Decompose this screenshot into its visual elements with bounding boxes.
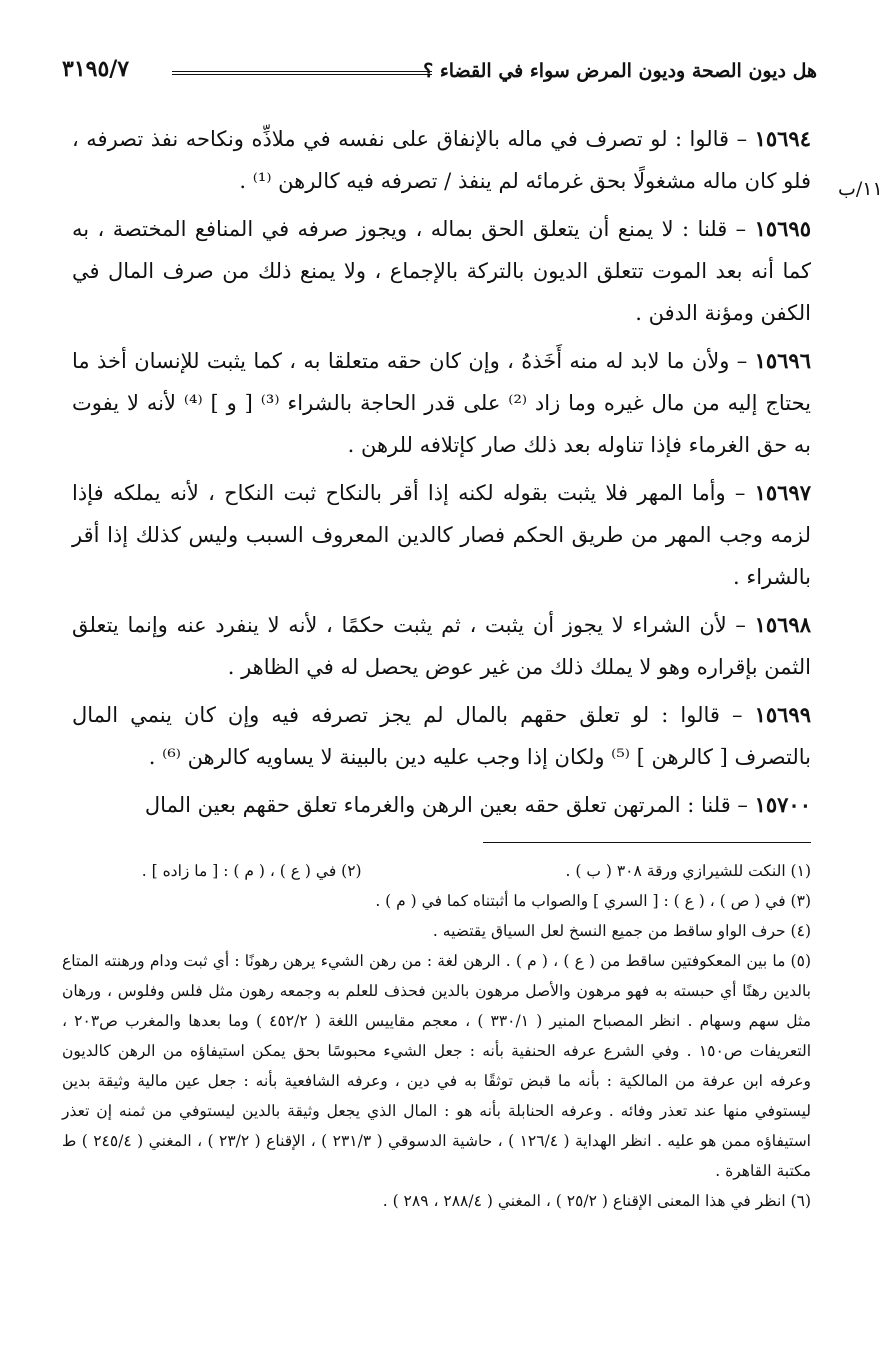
paragraph-text: – قلنا : المرتهن تعلق حقه بعين الرهن والغرماء تعلق حقهم بعين المال xyxy=(144,793,755,817)
main-text xyxy=(72,118,811,832)
paragraph-text: – قلنا : لا يمنع أن يتعلق الحق بماله ، ويجوز صرفه في المنافع المختصة ، به كما أنه بعد الموت تتعلق الديون بالتركة بالإجماع ، ولا يمنع ذلك من صرف المال في الكفن ومؤنة الدفن . xyxy=(72,217,811,325)
paragraph-number: ١٥٦٩٩ xyxy=(754,702,811,727)
paragraph xyxy=(72,472,811,598)
paragraph-text: – قالوا : لو تصرف في ماله بالإنفاق على نفسه في ملاذِّه ونكاحه نفذ تصرفه ، فلو كان ماله مشغولًا بحق غرمائه لم ينفذ / تصرفه فيه كالرهن ⁽¹⁾ . xyxy=(72,127,811,193)
paragraph-text: – ولأن ما لابد له منه أَخَذهُ ، وإن كان حقه متعلقا به ، كما يثبت للإنسان أخذ ما يحتاج إليه من مال غيره وما زاد ⁽²⁾ على قدر الحاجة بالشراء ⁽³⁾ [ و ] ⁽⁴⁾ لأنه لا يفوت به حق الغرماء فإذا تناوله بعد ذلك صار كإتلافه للرهن . xyxy=(72,349,812,457)
paragraph-number: ١٥٦٩٦ xyxy=(754,348,811,373)
footnote-4: (٤) حرف الواو ساقط من جميع النسخ لعل السياق يقتضيه . xyxy=(432,922,811,940)
footnote-3: (٣) في ( ص ) ، ( ع ) : [ السري ] والصواب ما أثبتناه كما في ( م ) . xyxy=(375,892,811,910)
paragraph xyxy=(72,694,811,778)
paragraph-number: ١٥٦٩٨ xyxy=(754,612,811,637)
footnote-separator xyxy=(483,842,811,843)
header-title: هل ديون الصحة وديون المرض سواء في القضاء ؟ xyxy=(423,60,817,82)
paragraph xyxy=(72,604,811,688)
header-rule xyxy=(172,71,432,75)
paragraph-text: – وأما المهر فلا يثبت بقوله لكنه إذا أقر بالنكاح ثبت النكاح ، لأنه يملكه فإذا لزمه وجب المهر من طريق الحكم فصار كالدين المعروف السبب وليس كذلك إذا أقر بالشراء . xyxy=(72,481,811,589)
paragraph-text: – قالوا : لو تعلق حقهم بالمال لم يجز تصرفه فيه وإن كان ينمي المال بالتصرف [ كالرهن ] ⁽⁵⁾ ولكان إذا وجب عليه دين بالبينة لا يساويه كالرهن ⁽⁶⁾ . xyxy=(72,703,811,769)
footnote-2: (٢) في ( ع ) ، ( م ) : [ ما زاده ] . xyxy=(141,862,362,880)
margin-folio-reference: ١١/ب xyxy=(838,178,883,200)
footnote-row xyxy=(62,856,811,886)
paragraph-number: ١٥٧٠٠ xyxy=(754,792,811,817)
paragraph xyxy=(72,784,811,826)
paragraph-number: ١٥٦٩٤ xyxy=(754,126,811,151)
running-header xyxy=(62,58,817,88)
paragraph xyxy=(72,208,811,334)
footnote-6: (٦) انظر في هذا المعنى الإقناع ( ٢٥/٢ ) ، المغني ( ٢٨٨/٤ ، ٢٨٩ ) . xyxy=(382,1192,811,1210)
paragraph xyxy=(72,340,811,466)
footnotes xyxy=(62,856,811,1216)
paragraph-number: ١٥٦٩٥ xyxy=(754,216,811,241)
paragraph-number: ١٥٦٩٧ xyxy=(754,480,811,505)
footnote-5: (٥) ما بين المعكوفتين ساقط من ( ع ) ، ( م ) . الرهن لغة : من رهن الشيء يرهن رهونًا : أي ثبت ودام ورهنته المتاع بالدين رهنًا أي حبسته به فهو مرهون والأصل مرهون بالدين فحذف للعلم به وجمعه رهون مثل فلس وفلوس ، ورهان مثل سهم وسهام . انظر المصباح المنير ( ٣٣٠/١ ) ، معجم مقاييس اللغة ( ٤٥٢/٢ ) وما بعدها والمغرب ص٢٠٣ ، التعريفات ص١٥٠ . وفي الشرع عرفه الحنفية بأنه : جعل الشيء محبوسًا بحق يمكن استيفاؤه من الرهن كالديون وعرفه ابن عرفة من المالكية : بأنه ما قبض توثقًا به في دين ، وعرفه الشافعية بأنه : جعل عين مالية وثيقة بدين ليستوفي منها عند تعذر وفائه . وعرفه الحنابلة بأنه هو : المال الذي يجعل وثيقة بالدين ليستوفي من ثمنه إن تعذر استيفاؤه ممن هو عليه . انظر الهداية ( ١٢٦/٤ ) ، حاشية الدسوقي ( ٢٣١/٣ ) ، الإقناع ( ٢٣/٢ ) ، المغني ( ٢٤٥/٤ ) ط مكتبة القاهرة . xyxy=(62,952,812,1180)
footnote-1: (١) النكت للشيرازي ورقة ٣٠٨ ( ب ) . xyxy=(565,862,811,880)
page-number: ٣١٩٥/٧ xyxy=(62,56,130,82)
paragraph xyxy=(72,118,811,202)
paragraph-text: – لأن الشراء لا يجوز أن يثبت ، ثم يثبت حكمًا ، لأنه لا ينفرد عنه وإنما يتعلق الثمن بإقراره وهو لا يملك ذلك من غير عوض يحصل له في الظاهر . xyxy=(72,613,811,679)
